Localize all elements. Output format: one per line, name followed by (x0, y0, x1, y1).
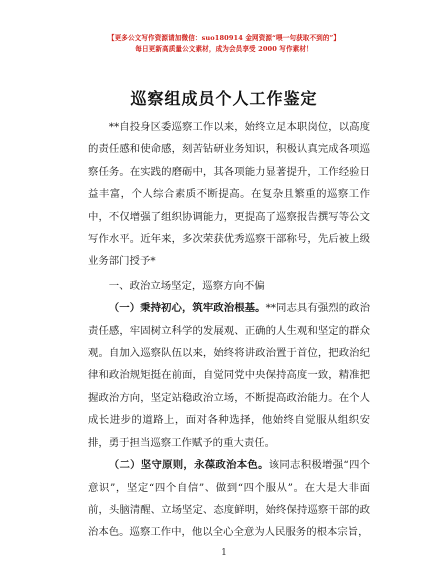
intro-paragraph: **自投身区委巡察工作以来，始终立足本职岗位，以高度的责任感和使命感，刻苦钻研业务知识，积极认真完成各项巡察任务。在实践的磨砺中，其各项能力显著提升，工作经验日益丰富，个人综合素质不断提高。在复杂且繁重的巡察工作中，不仅增强了组织协调能力，更提高了巡察报告撰写等公文写作水平。近年来，多次荣获优秀巡察干部称号，先后被上级业务部门授予* (88, 121, 370, 268)
paragraph-2-text: 该同志积极增强“四个意识”，坚定“四个自信”、做到“四个服从”。在大是大非面前，头脑清醒、立场坚定、态度鲜明，始终保持巡察干部的政治本色。巡察工作中，他以全心全意为人民服务的根本宗旨， (88, 459, 371, 539)
paragraph-1-text: **同志具有强烈的政治责任感，牢固树立科学的发展观、正确的人生观和坚定的群众观。自加入巡察队伍以来，始终将讲政治置于首位，把政治纪律和政治规矩挺在前面，自觉同党中央保持高度一致，精准把握政治方向，坚定站稳政治立场，不断提高政治能力。在个人成长进步的道路上，面对各种选择，他始终自觉服从组织安排，勇于担当巡察工作赋予的重大责任。 (88, 302, 371, 449)
page-number: 1 (221, 548, 227, 558)
section-heading-1: 一、政治立场坚定，巡察方向不偏 (108, 279, 265, 292)
promo-banner-line-2: 每日更新高质量公文素材，成为会员享受 2000 写作素材！ (135, 45, 313, 53)
document-title: 巡察组成员个人工作鉴定 (130, 89, 318, 108)
paragraph-2 (88, 454, 370, 544)
document-body (88, 116, 370, 544)
paragraph-1-lead: （一）秉持初心，筑牢政治根基。 (108, 302, 266, 315)
paragraph-2-lead: （二）坚守原则，永葆政治本色。 (108, 459, 269, 472)
promo-banner-line-1: 【更多公文写作资源请加微信：suo180914 金网资源“喂一句获取不到的”】 (107, 34, 341, 42)
paragraph-1 (88, 297, 370, 454)
